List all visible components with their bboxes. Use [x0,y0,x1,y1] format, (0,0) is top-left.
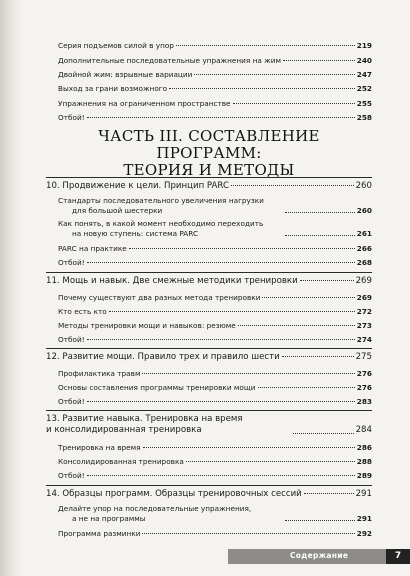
toc-entry-title: Основы составления программы тренировки мощи [58,383,256,392]
toc-entry-page: 252 [356,84,372,93]
toc-entry-title: Стандарты последовательного увеличения нагрузки для большой шестерки [58,196,264,215]
chapter-title: 13. Развитие навыка. Тренировка на время и консолидированная тренировка [46,414,243,435]
toc-entry[interactable] [58,244,372,253]
toc-entry-title: Почему существуют два разных метода тренировки [58,293,261,302]
toc-entry-page: 273 [356,321,372,330]
toc-entry-title: Дополнительные последовательные упражнения на жим [58,56,281,65]
dot-leader [176,45,355,46]
toc-entry-title: Программа разминки [58,529,141,538]
footer-page-number: 7 [386,549,410,564]
toc-entry-title: Отбой! [58,335,85,344]
chapter-heading-10[interactable] [46,181,372,192]
toc-entry-page: 261 [356,229,372,238]
dot-leader [87,262,355,263]
toc-entry[interactable] [58,84,372,93]
toc-entry-title: Отбой! [58,113,85,122]
chapter-divider [46,272,372,273]
toc-entry-page: 288 [356,457,372,466]
chapter-heading-13[interactable] [46,414,372,436]
chapter-page: 260 [355,181,372,191]
dot-leader [282,356,354,357]
toc-entry-title: Упражнения на ограниченном пространстве [58,99,231,108]
part-heading-line1: ЧАСТЬ III. СОСТАВЛЕНИЕ ПРОГРАММ: [98,127,320,162]
chapter-divider [46,485,372,486]
toc-entry[interactable] [58,99,372,108]
toc-entry-title: Выход за грани возможного [58,84,168,93]
toc-entry-page: 269 [356,293,372,302]
dot-leader [142,533,354,534]
toc-entry-page: 289 [356,471,372,480]
chapter-heading-14[interactable] [46,489,372,500]
toc-entry-title: Методы тренировки мощи и навыков: резюме [58,321,236,330]
dot-leader [300,280,354,281]
toc-entry[interactable] [58,70,372,79]
toc-entry-page: 276 [356,369,372,378]
toc-entry[interactable] [58,335,372,344]
dot-leader [233,103,355,104]
toc-entry-title: Как понять, в какой момент необходимо переходить на новую ступень: система PARC [58,219,264,238]
toc-entry-title: Двойной жим: взрывные вариации [58,70,193,79]
dot-leader [143,447,355,448]
chapter-page: 284 [355,425,372,435]
toc-entry-page: 272 [356,307,372,316]
chapter-divider [46,410,372,411]
dot-leader [285,212,355,213]
toc-entry[interactable] [58,397,372,406]
dot-leader [293,433,354,434]
toc-entry-page: 258 [356,113,372,122]
toc-entry-title: Отбой! [58,471,85,480]
toc-entry-page: 268 [356,258,372,267]
chapter-divider [46,177,372,178]
toc-entry[interactable] [58,258,372,267]
toc-entry-page: 255 [356,99,372,108]
chapter-heading-11[interactable] [46,276,372,287]
chapter-title: 10. Продвижение к цели. Принцип PARC [46,181,229,191]
chapter-page: 275 [355,352,372,362]
dot-leader [87,401,355,402]
toc-entry-page: 291 [356,514,372,523]
toc-entry-page: 247 [356,70,372,79]
toc-entry[interactable] [58,113,372,122]
dot-leader [285,235,355,236]
toc-entry-page: 266 [356,244,372,253]
chapter-divider [46,348,372,349]
chapter-title: 14. Образцы программ. Образцы тренировочных сессий [46,489,302,499]
chapter-page: 269 [355,276,372,286]
dot-leader [283,60,355,61]
toc-entry[interactable] [58,504,372,523]
footer-section-label: Содержание [290,551,349,560]
dot-leader [262,297,354,298]
dot-leader [285,520,355,521]
part-heading [46,128,372,179]
toc-entry-page: 292 [356,529,372,538]
dot-leader [194,74,354,75]
toc-entry-title: Серия подъемов силой в упор [58,41,174,50]
toc-entry-title: Отбой! [58,258,85,267]
toc-entry-page: 283 [356,397,372,406]
toc-entry[interactable] [58,307,372,316]
toc-entry-page: 240 [356,56,372,65]
toc-entry[interactable] [58,196,372,215]
dot-leader [87,475,355,476]
dot-leader [142,373,354,374]
toc-entry[interactable] [58,443,372,452]
dot-leader [87,339,355,340]
toc-entry-title: Профилактика травм [58,369,141,378]
chapter-title: 11. Мощь и навык. Две смежные методики тренировки [46,276,298,286]
dot-leader [129,248,355,249]
chapter-heading-12[interactable] [46,352,372,363]
toc-entry[interactable] [58,56,372,65]
dot-leader [169,88,355,89]
dot-leader [238,325,355,326]
toc-entry[interactable] [58,383,372,392]
toc-entry[interactable] [58,369,372,378]
toc-entry-page: 286 [356,443,372,452]
dot-leader [304,493,354,494]
dot-leader [87,117,355,118]
chapter-page: 291 [355,489,372,499]
toc-entry[interactable] [58,293,372,302]
toc-entry-page: 276 [356,383,372,392]
chapter-title: 12. Развитие мощи. Правило трех и правило шести [46,352,280,362]
toc-entry-title: Отбой! [58,397,85,406]
toc-entry-title: Консолидированная тренировка [58,457,184,466]
toc-entry-title: Тренировка на время [58,443,141,452]
toc-entry[interactable] [58,219,372,238]
dot-leader [109,311,355,312]
toc-entry[interactable] [58,41,372,50]
toc-entry-title: PARC на практике [58,244,127,253]
toc-entry[interactable] [58,457,372,466]
toc-entry[interactable] [58,529,372,538]
toc-entry-page: 219 [356,41,372,50]
toc-entry-title: Кто есть кто [58,307,107,316]
toc-entry-page: 274 [356,335,372,344]
dot-leader [231,185,354,186]
part-heading-line2: ТЕОРИЯ И МЕТОДЫ [123,161,295,179]
toc-entry-title: Делайте упор на последовательные упражнения, а не на программы [58,504,252,523]
dot-leader [186,461,355,462]
dot-leader [258,387,355,388]
toc-entry[interactable] [58,321,372,330]
toc-entry[interactable] [58,471,372,480]
toc-entry-page: 260 [356,206,372,215]
